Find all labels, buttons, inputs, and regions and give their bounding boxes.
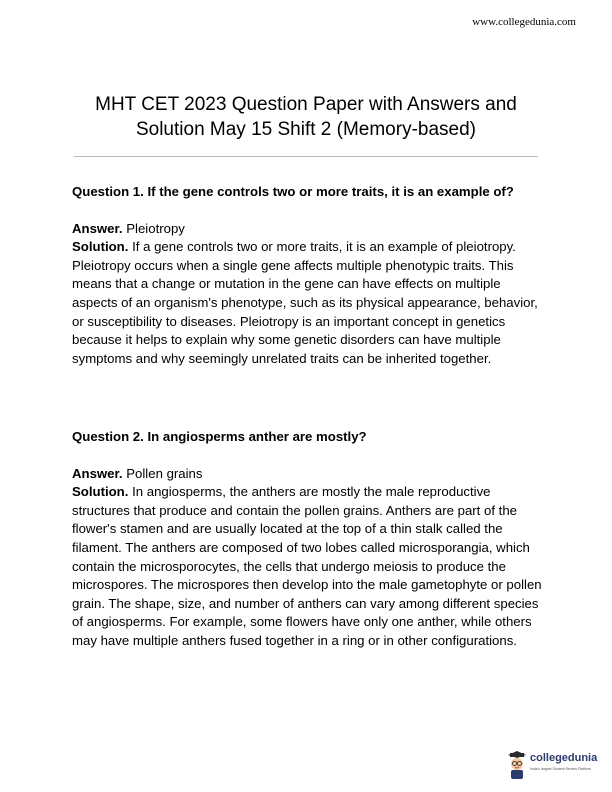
answer-1-value: Pleiotropy [126,220,185,236]
collegedunia-logo [506,750,606,780]
solution-2 [72,483,542,650]
logo-name: collegedunia [530,752,598,764]
question-block-2 [72,428,542,651]
answer-1-label: Answer. [72,220,123,236]
solution-1-label: Solution. [72,239,129,255]
question-2-text: Question 2. In angiosperms anther are mostly? [72,429,367,444]
solution-1-text: If a gene controls two or more traits, it is an example of pleiotropy. Pleiotropy occurs when a single gene affects multiple phenotypic traits. This means that a change or mutation in the gene can have effects on multiple aspects of an organism's phenotype, such as its physical appearance, behavior, or susceptibility to diseases. Pleiotropy is an important concept in genetics because it helps to explain why some genetic disorders can have multiple symptoms and why seemingly unrelated traits can be inherited together. [72,239,538,366]
title-line-1: MHT CET 2023 Question Paper with Answers and [95,94,517,115]
logo-tagline: India's largest Student Review Platform [530,767,591,771]
question-1-text: Question 1. If the gene controls two or more traits, it is an example of? [72,184,514,199]
mascot-icon [506,750,528,780]
answer-2 [72,465,542,484]
answer-1 [72,220,542,239]
title-divider [74,156,538,157]
title-line-2: Solution May 15 Shift 2 (Memory-based) [135,119,477,140]
site-url[interactable]: www.collegedunia.com [472,16,576,28]
solution-1 [72,238,542,368]
answer-2-label: Answer. [72,465,123,481]
question-block-1 [72,183,542,368]
answer-2-value: Pollen grains [126,465,203,481]
solution-2-label: Solution. [72,484,129,500]
solution-2-text: In angiosperms, the anthers are mostly the male reproductive structures that produce and contain the pollen grains. Anthers are part of the flower's stamen and are usually located at the top of a thin stalk called the filament. The anthers are composed of two lobes called microsporangia, which contain the microsporocytes, the cells that undergo meiosis to produce the microspores. The microspores then develop into the male gametophyte or pollen grain. The shape, size, and number of anthers can vary among different species of angiosperms. For example, some flowers have only one anther, while others may have multiple anthers fused together in a ring or in other configurations. [72,484,542,648]
page-title [40,92,572,142]
